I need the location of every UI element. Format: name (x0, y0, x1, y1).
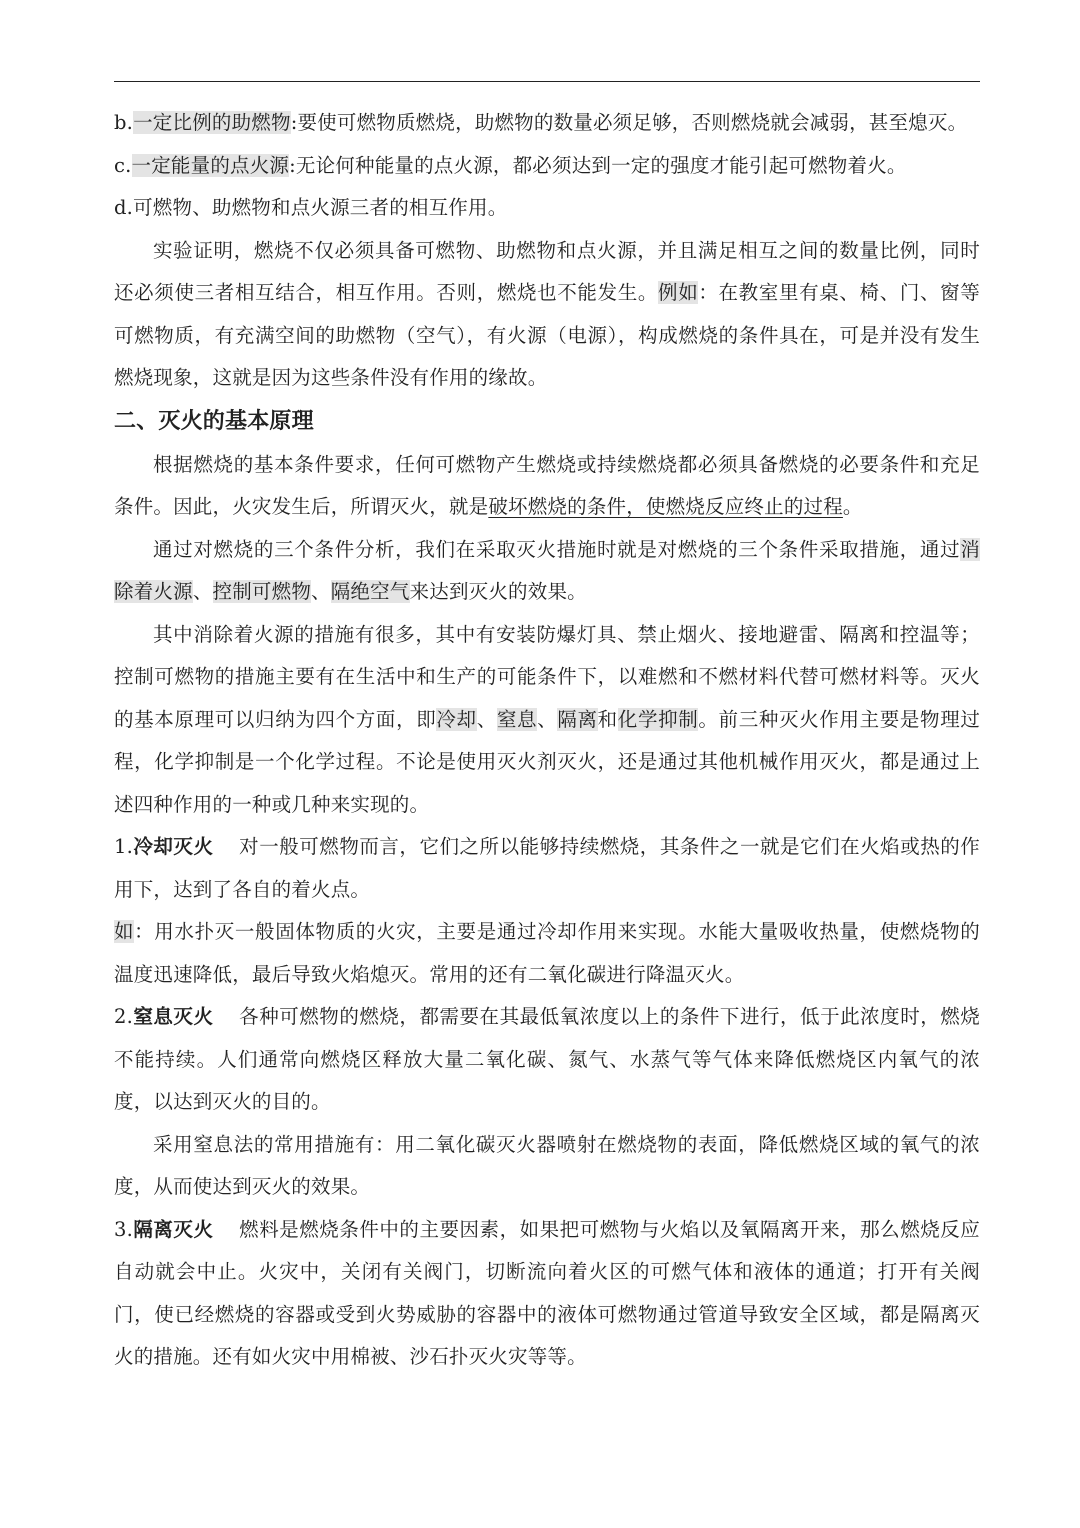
highlight-term: 一定能量的点火源 (131, 153, 290, 177)
paragraph-smothering-measures: 采用窒息法的常用措施有：用二氧化碳灭火器喷射在燃烧物的表面，降低燃烧区域的氧气的浓度，从而使达到灭火的效果。 (114, 1132, 980, 1198)
method-isolation: 3.隔离灭火 燃料是燃烧条件中的主要因素，如果把可燃物与火焰以及氧隔离开来，那么燃烧反应自动就会中止。火灾中，关闭有关阀门，切断流向着火区的可燃气体和液体的通道；打开有关阀门，使已经燃烧的容器或受到火势威胁的容器中的液体可燃物通过管道导致安全区域，都是隔离灭火的措施。还有如火灾中用棉被、沙石扑灭火灾等等。 (114, 1217, 980, 1368)
item-c: c.一定能量的点火源:无论何种能量的点火源，都必须达到一定的强度才能引起可燃物着火。 (114, 153, 907, 177)
section-title: 二、灭火的基本原理 (114, 408, 314, 434)
underlined-text: 破坏燃烧的条件，使燃烧反应终止的过程 (488, 495, 843, 518)
method-title: 窒息灭火 (133, 1005, 214, 1028)
item-b: b.一定比例的助燃物:要使可燃物质燃烧，助燃物的数量必须足够，否则燃烧就会减弱，甚至熄灭。 (114, 111, 968, 134)
highlight-term: 隔离 (557, 707, 598, 731)
method-title: 隔离灭火 (133, 1217, 214, 1241)
highlight-term: 冷却 (436, 707, 477, 731)
paragraph-measures: 通过对燃烧的三个条件分析，我们在采取灭火措施时就是对燃烧的三个条件采取措施，通过消除着火源、控制可燃物、隔绝空气来达到灭火的效果。 (114, 537, 980, 603)
method-cooling: 1.冷却灭火 对一般可燃物而言，它们之所以能够持续燃烧，其条件之一就是它们在火焰或热的作用下，达到了各自的着火点。 (114, 835, 980, 901)
highlight-term: 消除着火源 (114, 537, 980, 603)
highlight-term: 控制可燃物 (212, 580, 312, 603)
highlight-term: 化学抑制 (617, 707, 699, 731)
paragraph-four-methods: 其中消除着火源的措施有很多，其中有安装防爆灯具、禁止烟火、接地避雷、隔离和控温等；控制可燃物的措施主要有在生活中和生产的可能条件下，以难燃和不燃材料代替可燃材料等。灭火的基本原理可以归纳为四个方面，即冷却、窒息、隔离和化学抑制。前三种灭火作用主要是物理过程，化学抑制是一个化学过程。不论是使用灭火剂灭火，还是通过其他机械作用灭火，都是通过上述四种作用的一种或几种来实现的。 (114, 622, 981, 816)
highlight-term: 窒息 (496, 707, 538, 731)
item-d: d.可燃物、助燃物和点火源三者的相互作用。 (114, 196, 508, 219)
method-cooling-example: 如：用水扑灭一般固体物质的火灾，主要是通过冷却作用来实现。水能大量吸收热量，使燃烧物的温度迅速降低，最后导致火焰熄灭。常用的还有二氧化碳进行降温灭火。 (114, 920, 980, 986)
header-rule (114, 81, 980, 82)
method-smothering: 2.窒息灭火 各种可燃物的燃烧，都需要在其最低氧浓度以上的条件下进行，低于此浓度时，燃烧不能持续。人们通常向燃烧区释放大量二氧化碳、氮气、水蒸气等气体来降低燃烧区内氧气的浓度，以达到灭火的目的。 (114, 1005, 980, 1113)
paragraph-experiment: 实验证明，燃烧不仅必须具备可燃物、助燃物和点火源，并且满足相互之间的数量比例，同时还必须使三者相互结合，相互作用。否则，燃烧也不能发生。例如：在教室里有桌、椅、门、窗等可燃物质，有充满空间的助燃物（空气），有火源（电源），构成燃烧的条件具在，可是并没有发生燃烧现象，这就是因为这些条件没有作用的缘故。 (114, 238, 981, 389)
paragraph-principle: 根据燃烧的基本条件要求，任何可燃物产生燃烧或持续燃烧都必须具备燃烧的必要条件和充足条件。因此，火灾发生后，所谓灭火，就是破坏燃烧的条件，使燃烧反应终止的过程。 (114, 452, 980, 518)
highlight-term: 例如 (658, 281, 699, 304)
highlight-term: 一定比例的助燃物 (133, 111, 291, 134)
document-body (114, 102, 980, 1379)
method-title: 冷却灭火 (133, 835, 214, 858)
highlight-term: 隔绝空气 (330, 580, 410, 603)
highlight-term: 如 (114, 920, 135, 943)
